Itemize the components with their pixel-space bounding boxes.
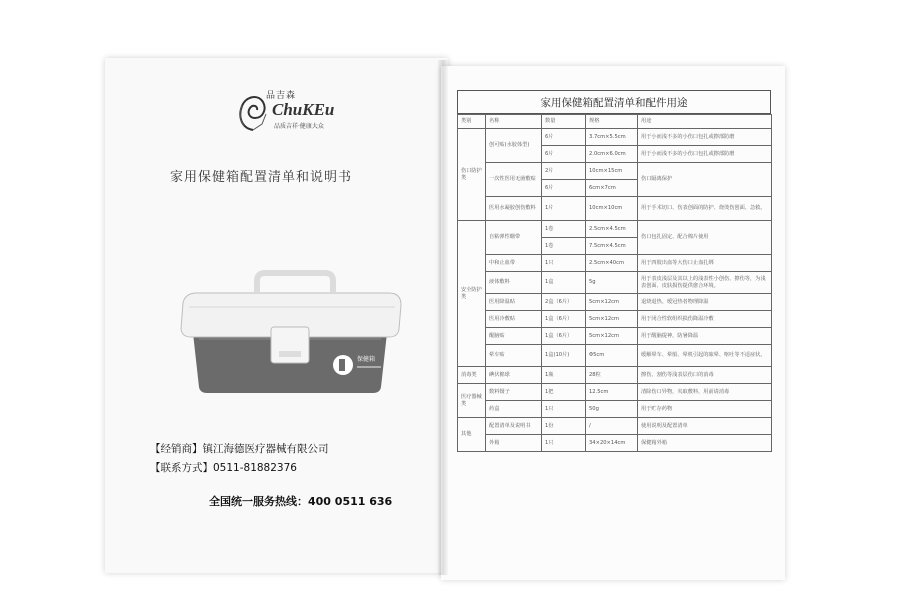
page-fold (438, 60, 448, 575)
cell-spec: Φ5cm (586, 345, 638, 367)
table-row (458, 345, 772, 367)
cell-quantity: 1把 (542, 384, 586, 401)
cell-usage: 使用说明及配置清单 (638, 418, 772, 435)
cell-usage: 用于闭合性软组织损伤降温冷敷 (638, 311, 772, 328)
cell-name: 晕车贴 (486, 345, 542, 367)
box-label: 保健箱 (357, 356, 376, 363)
brand-logo (236, 88, 366, 138)
document-title: 家用保健箱配置清单和说明书 (170, 170, 353, 185)
table-row (458, 221, 772, 238)
cell-usage: 用于醒脑提神，防暑降温 (638, 328, 772, 345)
header-spec: 规格 (586, 115, 638, 129)
header-quantity: 数量 (542, 115, 586, 129)
cell-name: 自粘弹性绷带 (486, 221, 542, 255)
header-category: 类别 (458, 115, 486, 129)
cell-name: 中和止血带 (486, 255, 542, 272)
cell-quantity: 1盒 (542, 272, 586, 294)
cell-name: 医用降温贴 (486, 294, 542, 311)
cell-spec: 5cm×12cm (586, 328, 638, 345)
nautilus-logo-icon (236, 90, 270, 134)
cell-usage: 用于小而浅不多的小伤口包扎或擦部防磨 (638, 129, 772, 146)
cell-name: 液体敷料 (486, 272, 542, 294)
cell-category: 医疗器械类 (458, 384, 486, 418)
cell-usage: 缓解晕车、晕船、晕机引起的眩晕、呕吐等不适症状。 (638, 345, 772, 367)
cell-name: 医用水凝胶创伤敷料 (486, 197, 542, 221)
service-hotline: 全国统一服务热线：400 0511 636 (209, 495, 393, 508)
cell-spec: 12.5cm (586, 384, 638, 401)
config-table-area (457, 90, 771, 546)
cell-usage: 伤口隔离保护 (638, 163, 772, 197)
cell-usage: 用于小而浅不多的小伤口包扎或擦部防磨 (638, 146, 772, 163)
cell-spec: 5cm×12cm (586, 311, 638, 328)
contact-line (150, 460, 297, 475)
table-row (458, 367, 772, 384)
cell-quantity: 1盒（6片） (542, 328, 586, 345)
dealer-line (150, 441, 329, 456)
cell-usage: 用于贮存药物 (638, 401, 772, 418)
cell-spec: 34×20×14cm (586, 435, 638, 452)
cell-name: 数料镊子 (486, 384, 542, 401)
cell-spec: 5g (586, 272, 638, 294)
cell-category: 其他 (458, 418, 486, 452)
cell-name: 医用冷敷贴 (486, 311, 542, 328)
cell-category: 伤口防护类 (458, 129, 486, 221)
header-usage: 用途 (638, 115, 772, 129)
logo-chinese-name: 品吉森 (266, 91, 297, 101)
dealer-value: 镇江海德医疗器械有限公司 (202, 443, 329, 455)
cell-name: 外箱 (486, 435, 542, 452)
cell-spec: 2.5cm×40cm (586, 255, 638, 272)
table-row (458, 163, 772, 180)
cell-usage: 退烧退热、缓冠热者物理降温 (638, 294, 772, 311)
cell-name: 一次性医用无菌敷贴 (486, 163, 542, 197)
cell-name: 配置清单及说明书 (486, 418, 542, 435)
table-row (458, 294, 772, 311)
table-row (458, 129, 772, 146)
cell-category: 安全防护类 (458, 221, 486, 367)
table-row (458, 311, 772, 328)
cell-quantity: 6片 (542, 146, 586, 163)
cell-spec: / (586, 418, 638, 435)
cell-spec: 2.0cm×6.0cm (586, 146, 638, 163)
cell-usage: 伤口包扎固定、配合棉片使用 (638, 221, 772, 255)
cell-name: 创可贴(水胶体型) (486, 129, 542, 163)
cell-usage: 保健箱外箱 (638, 435, 772, 452)
cell-quantity: 1卷 (542, 221, 586, 238)
dealer-label: 【经销商】 (150, 443, 203, 455)
cell-usage: 用于四肢出血等大伤口止血扎绑 (638, 255, 772, 272)
cell-quantity: 1卷 (542, 238, 586, 255)
cell-spec: 3.7cm×5.5cm (586, 129, 638, 146)
cell-quantity: 1份 (542, 418, 586, 435)
table-title: 家用保健箱配置清单和配件用途 (457, 90, 771, 114)
table-row (458, 328, 772, 345)
cell-spec: 28粒 (586, 367, 638, 384)
cell-usage: 用于表皮浅层及其以上的浅表性小创伤、擦伤等，为浅表创面、皮肤损伤提供愈合环境。 (638, 272, 772, 294)
cell-quantity: 6片 (542, 180, 586, 197)
cell-spec: 5cm×12cm (586, 294, 638, 311)
table-row (458, 418, 772, 435)
cell-quantity: 1只 (542, 401, 586, 418)
cell-spec: 2.5cm×4.5cm (586, 221, 638, 238)
logo-english-name: ChuKEu (272, 100, 335, 119)
config-table (457, 114, 772, 452)
cell-usage: 清除伤口异物，夹取敷料，用前请消毒 (638, 384, 772, 401)
logo-slogan: 品质吉祥·健康大众 (274, 123, 324, 130)
table-row (458, 272, 772, 294)
cell-spec: 7.5cm×4.5cm (586, 238, 638, 255)
cell-spec: 6cm×7cm (586, 180, 638, 197)
table-row (458, 435, 772, 452)
cell-quantity: 6片 (542, 129, 586, 146)
cell-category: 消毒类 (458, 367, 486, 384)
cell-quantity: 2盒（6片） (542, 294, 586, 311)
table-row (458, 255, 772, 272)
cell-usage: 擦伤、割伤等浅表层伤口的消毒 (638, 367, 772, 384)
table-row (458, 401, 772, 418)
table-row (458, 384, 772, 401)
cell-quantity: 1瓶 (542, 367, 586, 384)
cell-name: 药盒 (486, 401, 542, 418)
cell-quantity: 2片 (542, 163, 586, 180)
table-row (458, 197, 772, 221)
cell-quantity: 1片 (542, 197, 586, 221)
table-body (458, 129, 772, 452)
contact-label: 【联系方式】 (150, 462, 213, 474)
cell-usage: 用于手术切口、伤表创面的防护、烧烫伤创面、急救。 (638, 197, 772, 221)
cell-spec: 10cm×10cm (586, 197, 638, 221)
cell-spec: 10cm×15cm (586, 163, 638, 180)
health-box-image (175, 255, 405, 395)
cell-quantity: 1盒（6片） (542, 311, 586, 328)
contact-value: 0511-81882376 (213, 462, 297, 474)
header-name: 名称 (486, 115, 542, 129)
cell-quantity: 1盒(10片) (542, 345, 586, 367)
cell-quantity: 1只 (542, 255, 586, 272)
cell-name: 碘伏棉球 (486, 367, 542, 384)
cell-quantity: 1只 (542, 435, 586, 452)
cell-spec: 50g (586, 401, 638, 418)
cell-name: 醒脑贴 (486, 328, 542, 345)
table-header-row (458, 115, 772, 129)
